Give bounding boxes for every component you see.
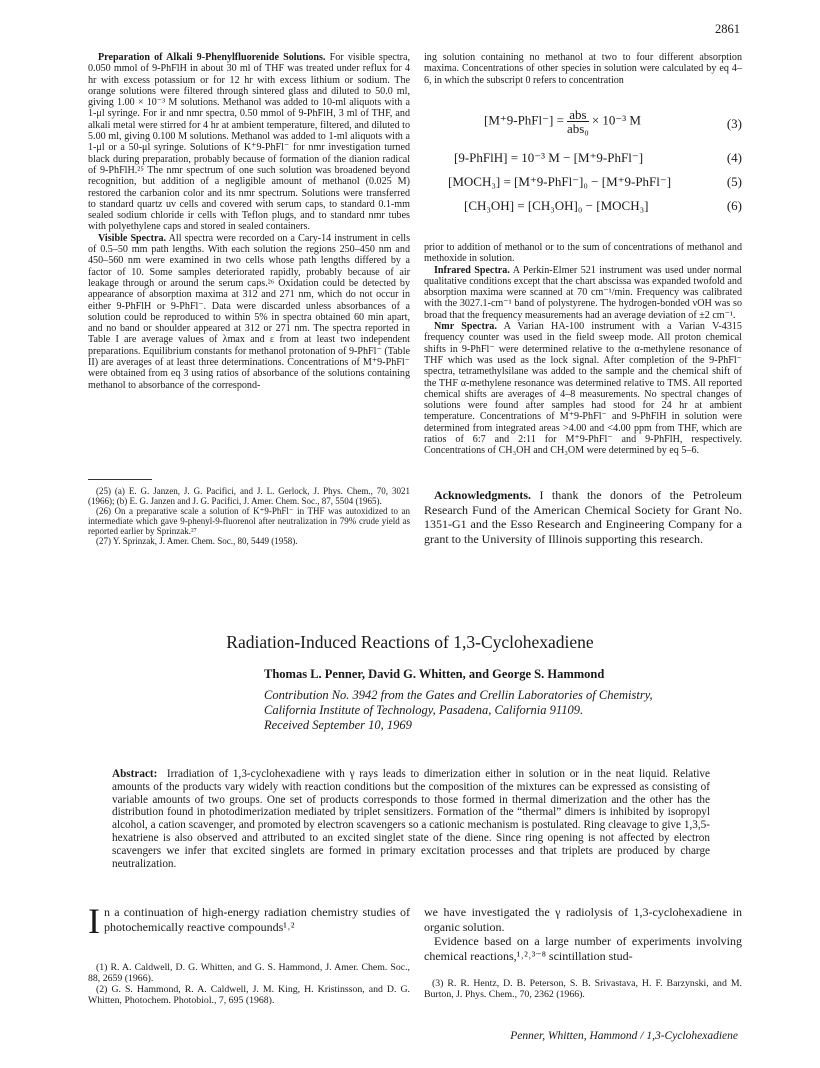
body-text: n a continuation of high-energy radiation chemistry studies of photochemically reactive compounds¹˒² — [104, 905, 410, 934]
paragraph-lead: Nmr Spectra. — [434, 321, 497, 333]
paragraph-text: All spectra were recorded on a Cary-14 instrument in cells of 0.5–50 mm path lengths. With each solution the regions 250–450 nm and 450–560 nm were examined in two cells whose path lengths differed by a factor of 10. Some samples deteriorated rapidly, probably because of air leakage through or around the serum caps.²⁶ Oxidation could be detected by appearance of absorption maxima at 312 and 271 nm, which do not occur in either 9-PhFlH or 9-PhFl⁻. Data were discarded unless absorbances of a solution could be reproduced to within 5% in spectra obtained 60 min apart, and no band or shoulder appeared at 312 or 271 nm. The spectra reported in Table I are average values of λmax and ε from at least two independent preparations. Equilibrium constants for methanol protonation of 9-PhFl⁻ (Table II) are averages of at least three determinations. Concentrations of M⁺9-PhFl⁻ were obtained from eq 3 using ratios of absorbance of the solutions containing methanol to absorbance of the correspond- — [88, 232, 410, 391]
article-authors: Thomas L. Penner, David G. Whitten, and George S. Hammond — [264, 667, 605, 681]
right-column-body — [424, 242, 742, 457]
equation-number: (4) — [726, 150, 742, 165]
article-title: Radiation-Induced Reactions of 1,3-Cyclohexadiene — [226, 632, 594, 652]
paragraph-nmr — [424, 321, 742, 457]
equation-lhs: [M⁺9-PhFl⁻] = — [484, 112, 564, 128]
body-left-column — [88, 901, 410, 941]
contribution-line: California Institute of Technology, Pasadena, California 91109. — [264, 703, 584, 717]
footnote: (26) On a preparative scale a solution of K⁺9-PhFl⁻ in THF was autoxidized to an intermediate which gave 9-phenyl-9-fluorenol after neutralization in 79% crude yield as reported earlier by Sprinzak.²⁷ — [88, 506, 410, 537]
received-date: Received September 10, 1969 — [264, 718, 412, 732]
equation-body: [9-PhFlH] = 10⁻³ M − [M⁺9-PhFl⁻] — [454, 150, 644, 165]
body-left-footnotes — [88, 962, 410, 1006]
paragraph-text: I thank the donors of the Petroleum Research Fund of the American Chemical Society for Grant No. 1351-G1 and the Esso Research and Engineering Company for a grant to the University of Illinois supporting this research. — [424, 488, 743, 546]
footnote: (27) Y. Sprinzak, J. Amer. Chem. Soc., 80, 5449 (1958). — [96, 536, 298, 547]
footnote: (3) R. R. Hentz, D. B. Peterson, S. B. Srivastava, H. F. Barzynski, and M. Burton, J. Phys. Chem., 70, 2362 (1966). — [424, 978, 742, 1000]
paragraph-text: For visible spectra, 0.050 mmol of 9-PhFlH in about 30 ml of THF was treated under reflux for 4 hr with excess potassium or for 12 hr with excess lithium or sodium. The orange solutions were filtered through sintered glass and diluted to 50.0 ml, giving 1.00 × 10⁻³ M solutions. Methanol was added to 10-ml aliquots with a 1-μl syringe. For ir and nmr spectra, 0.50 mmol of 9-PhFlH, 3 ml of THF, and alkali metal were stirred for 4 hr at ambient temperature, filtered, and diluted to 5.00 ml, giving 0.100 M solutions. Methanol was added to 1-ml aliquots with a 1-μl or a 50-μl syringe. Solutions of K⁺9-PhFl⁻ for nmr investigation turned black during preparation, probably because of formation of the dianion radical of 9-PhFlH.²⁵ The nmr spectrum of one such solution was broadened beyond recognition, but addition of a negligible amount of methanol (0.025 M) restored the carbanion color and its nmr spectrum. Solutions were transferred to standard quartz uv cells and covered with serum caps, to standard 0.1-mm sealed sodium chloride ir cells with Teflon plugs, and to standard nmr tubes with polyethylene caps and stored in sealed containers. — [88, 52, 410, 233]
paragraph-lead: Infrared Spectra. — [434, 264, 510, 276]
paragraph-text: A Varian HA-100 instrument with a Varian V-4315 frequency counter was used in the field sweep mode. All proton chemical shifts in 9-PhFl⁻ were determined relative to the α-methylene resonance of THF which was used as the lock signal. After completion of the 9-PhFl⁻ spectra, tetramethylsilane was added to the sample and the chemical shift of the THF α-methylene resonance was determined relative to TMS. All reported chemical shifts are averages of 4–8 measurements. No spectral changes of solutions were found after samples had stood for 24 hr at ambient temperature. Concentrations of M⁺9-PhFl⁻ and 9-PhFlH in solution were determined from integrated areas >4.00 and <4.00 ppm from THF, which are ratios of 6:7 and 2:11 for M⁺9-PhFl⁻ and 9-PhFlH, respectively. Concentrations of CH₃OH and CH₃OM were determined by eq 5–6. — [424, 321, 742, 457]
paragraph-text: A Perkin-Elmer 521 instrument was used under normal qualitative conditions except that the chart abscissa was expanded twofold and absorption maxima were scanned at 70 cm⁻¹/min. Frequency was calibrated with the 3027.1-cm⁻¹ band of polystyrene. The hydrogen-bonded νOH was so broad that the frequency measurements had an average deviation of ±2 cm⁻¹. — [424, 264, 742, 321]
fraction-numerator: abs — [567, 108, 589, 122]
equation-number: (6) — [726, 198, 742, 213]
equation-block — [440, 102, 742, 232]
footnote-rule — [88, 479, 152, 480]
equation-number: (3) — [726, 116, 742, 131]
body-right-column — [424, 905, 742, 963]
drop-cap: I — [88, 901, 100, 941]
equation-body: [MOCH₃] = [M⁺9-PhFl⁻]₀ − [M⁺9-PhFl⁻] — [448, 174, 672, 189]
left-column — [88, 52, 410, 391]
paragraph-lead: Acknowledgments. — [434, 488, 532, 502]
contribution-line: Contribution No. 3942 from the Gates and Crellin Laboratories of Chemistry, — [264, 688, 653, 702]
equation-number: (5) — [726, 174, 742, 189]
paragraph-preparation — [88, 52, 410, 233]
equation-fraction — [567, 108, 589, 135]
footnote: (25) (a) E. G. Janzen, J. G. Pacifici, and J. L. Gerlock, J. Phys. Chem., 70, 3021 (1966); (b) E. G. Janzen and J. G. Pacifici, J. Amer. Chem. Soc., 87, 5504 (1965). — [88, 486, 410, 507]
abstract — [112, 768, 710, 870]
paragraph-after-equations: prior to addition of methanol or to the sum of concentrations of methanol and methoxide in solution. — [424, 242, 742, 265]
left-footnotes — [88, 486, 410, 547]
paragraph-infrared — [424, 265, 742, 321]
equation-rhs: × 10⁻³ M — [591, 112, 641, 128]
footnote: (2) G. S. Hammond, R. A. Caldwell, J. M. King, H. Kristinsson, and D. G. Whitten, Photochem. Photobiol., 7, 695 (1968). — [88, 984, 410, 1006]
paragraph-lead: Visible Spectra. — [98, 232, 167, 244]
equation-body: [CH₃OH] = [CH₃OH]₀ − [MOCH₃] — [464, 198, 649, 213]
footnote: (1) R. A. Caldwell, D. G. Whitten, and G. S. Hammond, J. Amer. Chem. Soc., 88, 2659 (1966). — [88, 962, 410, 984]
contribution-block — [264, 688, 653, 733]
body-text: we have investigated the γ radiolysis of 1,3-cyclohexadiene in organic solution. — [424, 905, 742, 934]
abstract-text: Irradiation of 1,3-cyclohexadiene with γ rays leads to dimerization either in solution or in the neat liquid. Relative amounts of the products vary widely with reaction conditions but the composition of the mixtures can be expressed as consisting of variable amounts of two groups. One set of products corresponds to those formed in thermal dimerization and the other has the distribution found in photodimerization mediated by triplet sensitizers. Formation of the “thermal” dimers is inhibited by isopropyl alcohol, a cation scavenger, and promoted by electron scavengers so a cationic mechanism is postulated. Ring cleavage to give 1,3,5-hexatriene is also observed and attributed to an excited singlet state of the diene. Since ring opening is not affected by electron scavengers we infer that excited singlets are formed in primary excitation processes and that triplets are produced by charge neutralization. — [112, 768, 710, 870]
body-right-footnotes — [424, 978, 742, 1000]
page-number: 2861 — [715, 22, 740, 36]
body-text: Evidence based on a large number of experiments involving chemical reactions,¹˒²˒³⁻⁸ scintillation stud- — [424, 934, 742, 963]
acknowledgments — [424, 488, 742, 546]
paragraph-visible-spectra — [88, 233, 410, 391]
running-footer: Penner, Whitten, Hammond / 1,3-Cyclohexadiene — [510, 1030, 738, 1042]
abstract-label: Abstract: — [112, 768, 158, 780]
right-column-intro: ing solution containing no methanol at two to four different absorption maxima. Concentrations of other species in solution were calculated by eq 4–6, in which the subscript 0 refers to concentration — [424, 52, 742, 86]
fraction-denominator: abs₀ — [566, 121, 589, 136]
paragraph-lead: Preparation of Alkali 9-Phenylfluorenide Solutions. — [98, 52, 326, 63]
